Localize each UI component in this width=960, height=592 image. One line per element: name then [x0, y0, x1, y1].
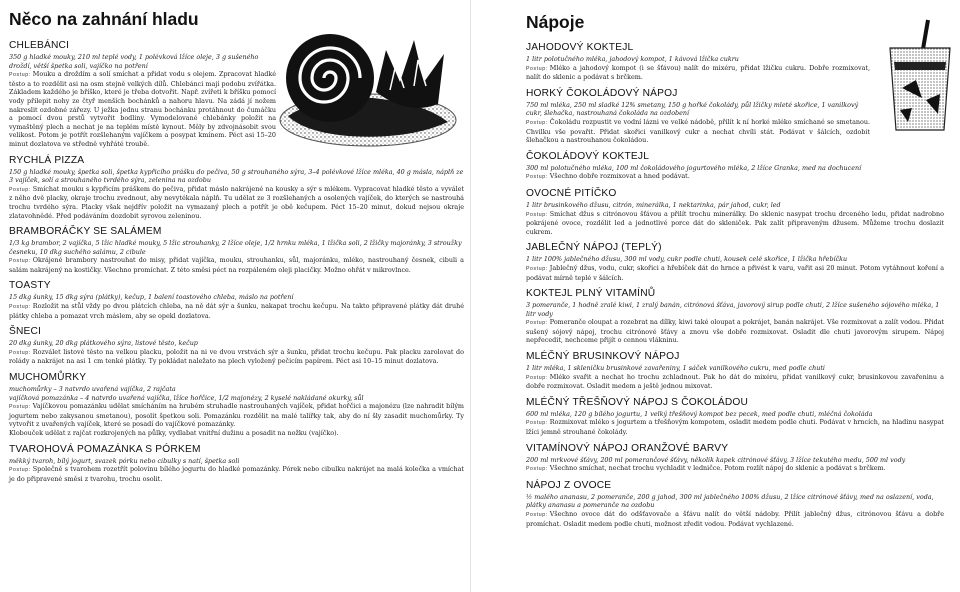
- recipe-title: HORKÝ ČOKOLÁDOVÝ NÁPOJ: [526, 87, 678, 99]
- recipe-list-snacks: [9, 40, 464, 489]
- recipe-title: MLÉČNÝ BRUSINKOVÝ NÁPOJ: [526, 351, 680, 363]
- procedure-text: Mléko svařit a nechat ho trochu zchladnout. Pak ho dát do mixéru, přidat vanilkový cukr, brusinkovou zavařeninu a dobře rozmixovat. Osladit medem a ještě jednou mixovat.: [526, 372, 944, 391]
- recipe-ingredients: 1 litr 100% jablečného džusu, 300 ml vody, cukr podle chuti, kousek celé skořice, 1 lžička hřebíčku: [526, 255, 848, 264]
- recipe-ingredients: 600 ml mléka, 120 g bílého jogurtu, 1 velký třešňový kompot bez pecek, med podle chuti, mléčná čokoláda: [526, 409, 873, 418]
- procedure-text: Rozmixovat mléko s jogurtem a třešňovým kompotem, osladit medem podle chuti. Podávat v hrncích, na hladinu nasypat lžíci jemně strouhané čokolády.: [526, 418, 944, 437]
- recipe-ingredients: 350 g hladké mouky, 210 ml teplé vody, 1 polévková lžíce oleje, 3 g sušeného droždí, větší špetka soli, vajíčko na potření: [9, 53, 259, 70]
- procedure-label: Postup:: [526, 320, 548, 327]
- recipe-napoj-z-ovoce: [526, 480, 944, 528]
- procedure-label: Postup:: [526, 174, 548, 181]
- recipe-ingredients: 1 litr brusinkového džusu, citrón, minerálka, 1 nektarinka, pár jahod, cukr, led: [526, 200, 781, 209]
- recipe-title: VITAMÍNOVÝ NÁPOJ ORANŽOVÉ BARVY: [526, 442, 729, 454]
- recipe-jahodovy-koktejl: [526, 42, 944, 82]
- recipe-sneci: [9, 326, 464, 366]
- procedure-label: Postup:: [526, 65, 548, 72]
- procedure-label: Postup:: [526, 211, 548, 218]
- procedure-text: Všechno dobře rozmixovat a hned podávat.: [549, 172, 690, 181]
- recipe-title: MUCHOMŮRKY: [9, 372, 87, 384]
- recipe-title: RYCHLÁ PIZZA: [9, 154, 85, 166]
- recipe-title: JABLEČNÝ NÁPOJ (TEPLÝ): [526, 242, 662, 254]
- procedure-text: Společně s tvarohem rozetřít polovinu bílého jogurtu do hladké pomazánky. Pórek nebo cibulku nakrájet na malá kolečka a vmíchat je do připravené směsi z tvarohu, trochu osolit.: [9, 465, 464, 483]
- recipe-chlebanci: [9, 40, 464, 149]
- recipe-muchomurky: [9, 372, 464, 438]
- recipe-ingredients: měkký tvaroh, bílý jogurt, svazek pórku nebo cibulky s natí, špetka soli: [9, 456, 240, 465]
- recipe-procedure: [9, 302, 464, 320]
- recipe-procedure: [9, 70, 464, 148]
- procedure-text: Mouku a droždím a solí smíchat a přidat vodu s olejem. Zpracovat hladké těsto a to rozdělit asi na osm stejně velkých dílů. Chlebánci mají podobu zvířátka. Základem každého je bříško, které je třeba dotvořit. Např. zvířeti k bříšku pomocí vody přilepit nohy ze čtyř menších bochánků a nahoru hlavu. Na zádá jí nožem nakreslit ozdobné zářezy. U ježka jednu stranu bochánku protáhnout do čumáčku a pomocí dvou prstů vytvořit bodliny. Vymodelované chlebánky položit na vymaštěný plech a nechat je na teplém místě kynout. Měly by zdvojnásobit svou velikost. Potom je potřít rozšlehaným vajíčkem a posypat kmínem. Péct asi 15–20 minut dozlatova ve středně vyhřáté troubě.: [9, 70, 276, 148]
- recipe-title: TVAROHOVÁ POMAZÁNKA S PÓRKEM: [9, 443, 201, 455]
- recipe-procedure: [9, 256, 464, 274]
- recipe-bramboracky: [9, 226, 464, 274]
- recipe-procedure: [9, 348, 464, 366]
- page-title-drinks: Nápoje: [526, 12, 585, 32]
- recipe-title: ČOKOLÁDOVÝ KOKTEJL: [526, 150, 650, 162]
- procedure-label: Postup:: [526, 512, 548, 518]
- recipe-ingredients: 1 litr mléka, 1 skleničku brusinkové zavařeniny, 1 sáček vanilkového cukru, med podle chuti: [526, 364, 825, 373]
- procedure-text: Rozválet listové těsto na velkou placku, položit na ni ve dvou vrstvách sýr a šunku, přidat trochu kečupu. Pak placku zarolovat do rolády a nakrájet na asi 1 cm tenké plátky. Ty pokládat naležato na plech vyložený pečicím papírem. Péct asi 10–15 minut dozlatova.: [9, 347, 464, 366]
- recipe-title: TOASTY: [9, 280, 51, 292]
- recipe-ingredients: 1/3 kg brambor, 2 vajíčka, 5 lžic hladké mouky, 5 lžic strouhanky, 2 lžíce oleje, 1/2 hrnku mléka, 1 lžička soli, 2 lžičky majoránky, 3 stroužky česneku, 10 dkg suchého salámu, 2 cibule: [9, 239, 462, 256]
- recipe-procedure: [526, 118, 944, 145]
- procedure-text: Smíchat džus s citrónovou šťávou a přilít trochu minerálky. Do sklenic nasypat trochu drceného ledu, přidat nadrobno pokrájené ovoce, rozdělit led a jednotlivé porce dát do skleniček. Pak zalít připraveným džusem. Můžeme trochu doslazit cukrem.: [526, 209, 944, 236]
- procedure-text: Mléko a jahodový kompot (i se šťávou) nalít do mixéru, přidat lžičku cukru. Dobře rozmixovat, nalít do sklenic a podávat s brčkem.: [526, 63, 870, 82]
- procedure-text: Pomeranče oloupat a rozebrat na dílky, kiwi také oloupat a pokrájet, banán nakrájet. Vše rozmixovat a zalít vodou. Přidat sušený sójový nápoj, trochu citrónové šťávy a znovu vše dobře rozmixovat. Osladit dle chuti javorovým sirupem. Nápoj nepřecedit, nechceme přijít o cennou vlákninu.: [526, 318, 944, 345]
- procedure-label: Postup:: [526, 466, 548, 473]
- recipe-procedure: [526, 172, 944, 182]
- procedure-label: Postup:: [9, 186, 31, 193]
- procedure-text: Vajíčkovou pomazánku udělat smícháním na hrubém struhadle nastrouhaných vajíček, přidat hořčici a majonézu (lze nahradit bílým jogurtem nebo zakysanou smetanou), posolit špetkou soli. Pomazánku rozdělit na malé talířky tak, aby do ní šly zasadit muchomůrky. Ty vytvořit z uvařených vajíček, které se posadí do vajíčkové pomazánky.: [9, 402, 464, 429]
- recipe-vitaminovy-napoj: [526, 443, 944, 474]
- recipe-title: JAHODOVÝ KOKTEJL: [526, 42, 634, 53]
- left-page: [0, 0, 471, 592]
- procedure-text: Čokoládu rozpustit ve vodní lázni ve velké nádobě, přilít k ní horké mléko smíchané se smetanou. Chvilku vše povařit. Přidat skořici vanilkový cukr a nechat chvíli stát. Podávat v šálcích, ozdobit šlehačkou a nastrouhanou čokoládou.: [526, 117, 870, 145]
- recipe-procedure: [526, 318, 944, 345]
- procedure-text: Rozložit na stůl vždy po dvou plátcích chleba, na ně dát sýr a šunku, nakapat trochu kečupu. Na takto připravené plátky dát druhé plátky chleba a pomazat vrch máslem, aby se opekl dozlatova.: [9, 302, 464, 320]
- recipe-ingredients: 20 dkg šunky, 20 dkg plátkového sýra, listové těsto, kečup: [9, 339, 198, 348]
- recipe-title: BRAMBORÁČKY SE SALÁMEM: [9, 226, 162, 238]
- procedure-label: Postup:: [9, 467, 31, 474]
- recipe-procedure: [526, 210, 944, 237]
- recipe-procedure: [9, 465, 464, 483]
- recipe-title: OVOCNÉ PITÍČKO: [526, 187, 617, 199]
- recipe-horky-cokoladovy-napoj: [526, 88, 944, 145]
- recipe-title: MLÉČNÝ TŘEŠŇOVÝ NÁPOJ S ČOKOLÁDOU: [526, 396, 749, 408]
- procedure-text: Jablečný džus, vodu, cukr, skořici a hřebíček dát do hrnce a přivést k varu, vařit asi 20 minut. Potom vytáhnout koření a podávat mírně teplé v šálcích.: [526, 263, 944, 282]
- recipe-ingredients: 750 ml mléka, 250 ml sladké 12% smetany, 150 g hořké čokolády, půl lžičky mleté skořice, 1 vanilkový cukr, šlehačka, nastrouhaná čokoláda na ozdobení: [526, 100, 859, 118]
- recipe-ingredients: muchomůrky – 3 natvrdo uvařená vajíčka, 2 rajčata vajíčková pomazánka – 4 natvrdo uvařená vajíčka, lžíce hořčice, 1/2 majonézy, 2 kyselé nakládané okurky, sůl: [9, 385, 364, 402]
- recipe-procedure: [526, 64, 944, 82]
- recipe-ingredients: 1 litr polotučného mléka, jahodový kompot, 1 kávová lžička cukru: [526, 55, 739, 63]
- recipe-list-drinks: [526, 42, 944, 534]
- recipe-ingredients: 15 dkg šunky, 15 dkg sýra (plátky), kečup, 1 balení toastového chleba, máslo na potření: [9, 293, 294, 302]
- procedure-text: Okrájené brambory nastrouhat do misy, přidat vajíčka, mouku, strouhanku, sůl, majoránku, mléko, nastrouhaný česnek, cibuli a salám nakrájený na kostičky. Všechno promíchat. Z této směsi péct na rozpáleném oleji placičky. Možno ohřát v mikrovlnce.: [9, 256, 464, 274]
- page-title-snacks: Něco na zahnání hladu: [9, 9, 199, 29]
- recipe-ingredients: 200 ml mrkvové šťávy, 200 ml pomerančové šťávy, několik kapek citrónové šťávy, 3 lžíce tekutého medu, 500 ml vody: [526, 455, 906, 464]
- recipe-ingredients: 150 g hladké mouky, špetka soli, špetka kypřicího prášku do pečiva, 50 g strouhaného sýra, 3–4 polévkové lžíce mléka, 40 g másla, náplň ze 3 vajíček, solí a strouhaného tvrdého sýra, zelenina na ozdobu: [9, 167, 464, 185]
- recipe-title: NÁPOJ Z OVOCE: [526, 479, 612, 491]
- recipe-toasty: [9, 280, 464, 320]
- procedure-label: Postup:: [9, 258, 31, 265]
- recipe-procedure: [526, 264, 944, 282]
- procedure-label: Postup:: [9, 404, 31, 411]
- recipe-procedure: [526, 373, 944, 391]
- recipe-procedure: [526, 510, 944, 528]
- recipe-ingredients: 3 pomeranče, 1 hodně zralé kiwi, 1 zralý banán, citrónová šťáva, javorový sirup podle chuti, 2 lžíce sušeného sójového mléka, 1 litr vody: [526, 301, 940, 318]
- recipe-cokoladovy-koktejl: [526, 151, 944, 182]
- recipe-ovocne-piticko: [526, 188, 944, 236]
- recipe-koktejl-plny-vitaminu: [526, 288, 944, 345]
- procedure-label: Postup:: [9, 304, 31, 311]
- recipe-tvarohova-pomazanka: [9, 444, 464, 484]
- recipe-ingredients: ½ malého ananasu, 2 pomeranče, 200 g jahod, 300 ml jablečného 100% džusu, 2 lžíce citrónové šťávy, med na oslazení, voda, plátky ananasu a pomeranče na ozdobu: [526, 492, 934, 510]
- procedure-text: Všechno smíchat, nechat trochu vychladit v ledničce. Potom rozlít nápoj do sklenic a podávat s brčkem.: [549, 464, 886, 473]
- recipe-mlecny-tresnovy-napoj: [526, 397, 944, 437]
- recipe-procedure: [9, 402, 464, 429]
- recipe-procedure: [526, 418, 944, 436]
- recipe-procedure: [9, 185, 464, 220]
- procedure-text: Všechno ovoce dát do odšťavovače a šťávu nalít do větší nádoby. Přilít jablečný džus, citrónovou šťávu a dobře promíchat. Osladit medem podle chuti, možnost zředit vodou. Podávat vychlazené.: [526, 510, 944, 528]
- recipe-ingredients: 300 ml polotučného mléka, 100 ml čokoládového jogurtového mléka, 2 lžíce Granka, med na dochucení: [526, 163, 862, 172]
- recipe-jablecny-napoj: [526, 242, 944, 282]
- procedure-label: Postup:: [526, 119, 548, 126]
- procedure-text: Smíchat mouku s kypřicím práškem do pečiva, přidat máslo nakrájené na kousky a sýr s mlékem. Vypracovat hladké těsto a vyválet z něho dvě placky, okraje trochu zvednout, aby nevytékala náplň. Tu udělat ze 3 rozšlehaných a osolených vajíček, do kterých se nastrouhá trochu tvrdého sýra. Placky však nejdřív položit na vymazaný plech a potřít je obě kečupem. Péct 15–20 minut, dokud nejsou okraje zlatavohnědé. Před podáváním dozdobit syrovou zeleninou.: [9, 184, 464, 220]
- right-page: [490, 0, 960, 592]
- procedure-label: Postup:: [526, 265, 548, 272]
- recipe-note: Klobouček udělat z rajčat rozkrojených na půlky, vydlabat vnitřní dužinu a posadit na nožku (vajíčko).: [9, 429, 339, 437]
- recipe-title: CHLEBÁNCI: [9, 40, 70, 51]
- procedure-label: Postup:: [9, 72, 31, 79]
- recipe-title: KOKTEJL PLNÝ VITAMÍNŮ: [526, 288, 656, 300]
- recipe-title: ŠNECI: [9, 326, 42, 338]
- procedure-label: Postup:: [526, 374, 548, 381]
- recipe-procedure: [526, 464, 944, 474]
- procedure-label: Postup:: [9, 349, 31, 356]
- recipe-rychla-pizza: [9, 155, 464, 221]
- procedure-label: Postup:: [526, 420, 548, 427]
- recipe-mlecny-brusinkovy-napoj: [526, 351, 944, 391]
